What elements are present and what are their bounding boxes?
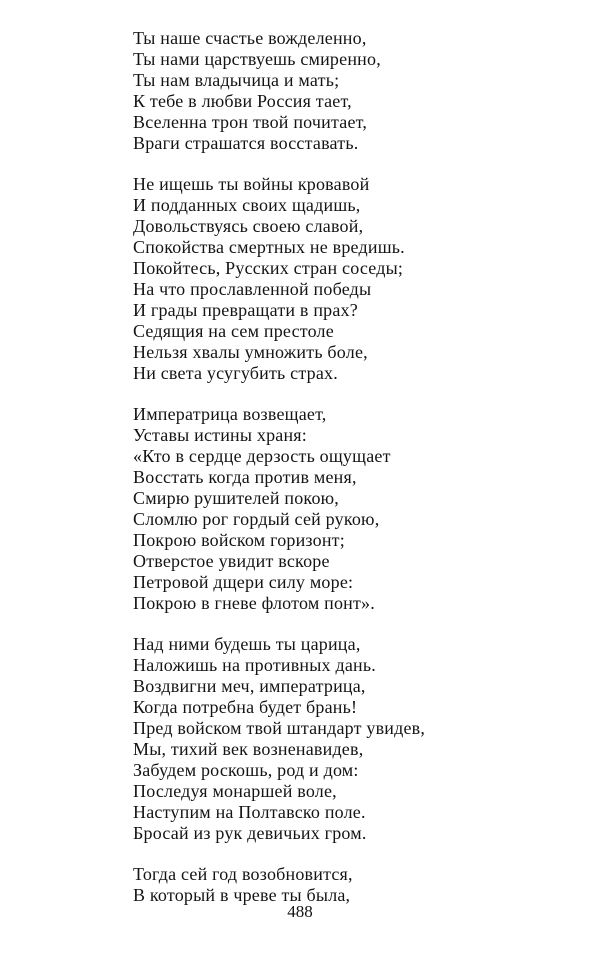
poem-text — [133, 28, 573, 906]
poem-line: И подданных своих щадишь, — [133, 195, 361, 215]
poem-line: Ты наше счастье вожделенно, — [133, 28, 367, 48]
poem-line: Наложишь на противных дань. — [133, 655, 376, 675]
poem-line: Последуя монаршей воле, — [133, 781, 337, 801]
poem-line: Смирю рушителей покою, — [133, 488, 340, 508]
poem-line: Покрою войском горизонт; — [133, 530, 345, 550]
poem-line: Седящия на сем престоле — [133, 321, 334, 341]
stanza — [133, 634, 573, 844]
poem-line: Уставы истины храня: — [133, 425, 307, 445]
poem-line: Враги страшатся восставать. — [133, 133, 359, 153]
poem-line: В который в чреве ты была, — [133, 885, 351, 905]
poem-line: Петровой дщери силу море: — [133, 572, 354, 592]
poem-line: Императрица возвещает, — [133, 404, 327, 424]
poem-line: Над ними будешь ты царица, — [133, 634, 361, 654]
poem-line: Воздвигни меч, императрица, — [133, 676, 366, 696]
poem-line: Покрою в гневе флотом понт». — [133, 593, 375, 613]
poem-line: И грады превращати в прах? — [133, 300, 358, 320]
stanza — [133, 864, 573, 906]
poem-line: К тебе в любви Россия тает, — [133, 91, 352, 111]
poem-line: Бросай из рук девичьих гром. — [133, 823, 367, 843]
poem-line: Восстать когда против меня, — [133, 467, 357, 487]
poem-line: Наступим на Полтавско поле. — [133, 802, 366, 822]
poem-line: Отверстое увидит вскоре — [133, 551, 330, 571]
stanza — [133, 174, 573, 384]
poem-line: Довольствуясь своею славой, — [133, 216, 364, 236]
poem-line: Забудем роскошь, род и дом: — [133, 760, 359, 780]
poem-line: «Кто в сердце дерзость ощущает — [133, 446, 391, 466]
poem-line: Сломлю рог гордый сей рукою, — [133, 509, 380, 529]
poem-line: Не ищешь ты войны кровавой — [133, 174, 370, 194]
poem-line: Нельзя хвалы умножить боле, — [133, 342, 368, 362]
poem-line: Мы, тихий век возненавидев, — [133, 739, 364, 759]
poem-line: Ты нами царствуешь смиренно, — [133, 49, 381, 69]
poem-line: Покойтесь, Русских стран соседы; — [133, 258, 404, 278]
page-number: 488 — [287, 902, 313, 921]
stanza — [133, 28, 573, 154]
poem-line: Ни света усугубить страх. — [133, 363, 338, 383]
poem-line: Тогда сей год возобновится, — [133, 864, 353, 884]
poem-line: Когда потребна будет брань! — [133, 697, 358, 717]
stanza — [133, 404, 573, 614]
poem-line: На что прославленной победы — [133, 279, 372, 299]
poem-line: Пред войском твой штандарт увидев, — [133, 718, 426, 738]
poem-line: Вселенна трон твой почитает, — [133, 112, 368, 132]
poem-line: Ты нам владычица и мать; — [133, 70, 340, 90]
poem-line: Спокойства смертных не вредишь. — [133, 237, 405, 257]
